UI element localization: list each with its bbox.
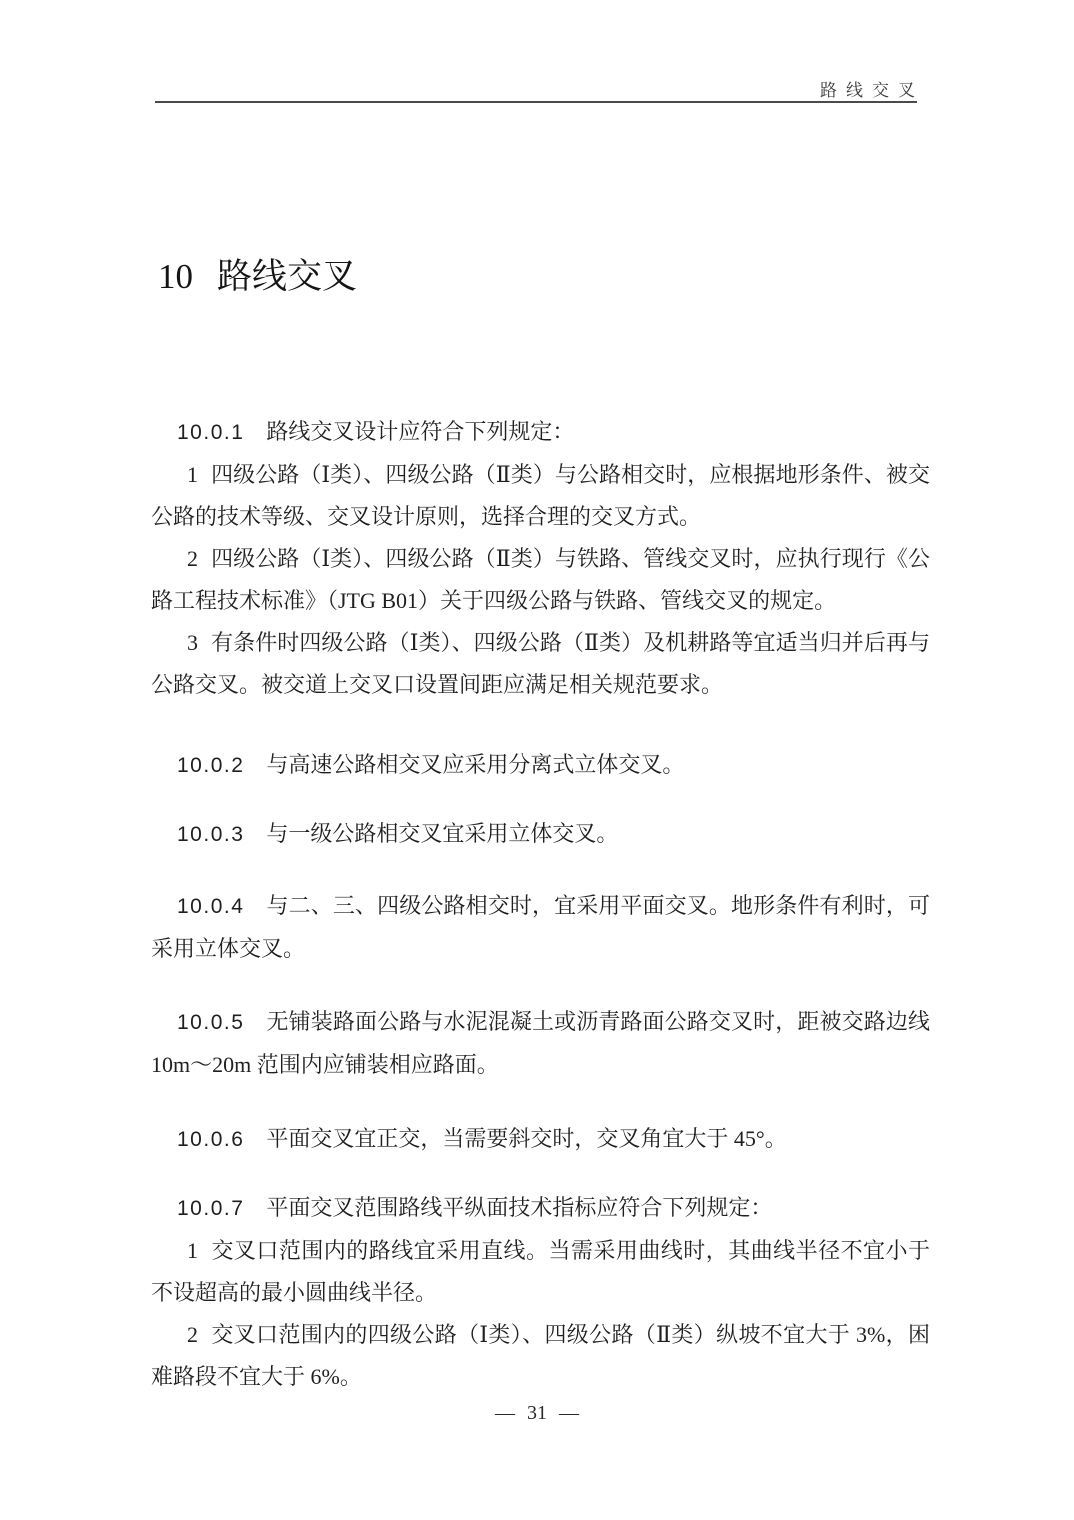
- clause-10-0-7-item-1: [151, 1230, 930, 1314]
- clause-10-0-3: [151, 813, 930, 856]
- item-text: 交叉口范围内的路线宜采用直线。当需采用曲线时，其曲线半径不宜小于不设超高的最小圆曲线半径。: [151, 1238, 930, 1305]
- chapter-name: 路线交叉: [217, 257, 358, 296]
- item-text: 四级公路（Ⅰ类）、四级公路（Ⅱ类）与铁路、管线交叉时，应执行现行《公路工程技术标准》（JTG B01）关于四级公路与铁路、管线交叉的规定。: [151, 546, 930, 613]
- clause-10-0-7-item-2: [151, 1314, 930, 1398]
- item-number: 2: [187, 546, 198, 571]
- clause-number: 10.0.5: [177, 1011, 245, 1034]
- clause-10-0-6: [151, 1118, 930, 1161]
- item-number: 2: [187, 1322, 198, 1347]
- clause-text: 平面交叉范围路线平纵面技术指标应符合下列规定：: [266, 1195, 773, 1220]
- page-footer: [0, 1402, 1074, 1425]
- clause-10-0-1-item-3: [151, 622, 930, 706]
- clause-10-0-5: [151, 1001, 930, 1086]
- clause-10-0-7: [151, 1187, 930, 1230]
- body-text: [151, 411, 930, 1398]
- item-text: 交叉口范围内的四级公路（Ⅰ类）、四级公路（Ⅱ类）纵坡不宜大于 3%，困难路段不宜大于 6%。: [151, 1322, 930, 1389]
- clause-number: 10.0.4: [177, 895, 245, 918]
- clause-number: 10.0.2: [177, 754, 245, 777]
- clause-10-0-4: [151, 885, 930, 970]
- clause-text: 与一级公路相交叉宜采用立体交叉。: [266, 821, 619, 846]
- clause-number: 10.0.1: [177, 421, 245, 444]
- clause-number: 10.0.7: [177, 1197, 245, 1220]
- clause-10-0-1-item-1: [151, 454, 930, 538]
- page-number: — 31 —: [495, 1402, 579, 1424]
- clause-number: 10.0.3: [177, 823, 245, 846]
- running-header-title: 路线交叉: [820, 81, 924, 100]
- item-text: 有条件时四级公路（Ⅰ类）、四级公路（Ⅱ类）及机耕路等宜适当归并后再与公路交叉。被交道上交叉口设置间距应满足相关规范要求。: [151, 630, 930, 697]
- item-number: 3: [187, 630, 198, 655]
- clause-text: 无铺装路面公路与水泥混凝土或沥青路面公路交叉时，距被交路边线 10m～20m 范围内应铺装相应路面。: [151, 1009, 930, 1077]
- clause-text: 路线交叉设计应符合下列规定：: [266, 419, 575, 444]
- item-number: 1: [187, 1238, 198, 1263]
- header-rule: [155, 101, 917, 103]
- clause-10-0-1-item-2: [151, 538, 930, 622]
- clause-10-0-2: [151, 744, 930, 787]
- clause-text: 平面交叉宜正交，当需要斜交时，交叉角宜大于 45°。: [266, 1126, 787, 1151]
- item-text: 四级公路（Ⅰ类）、四级公路（Ⅱ类）与公路相交时，应根据地形条件、被交公路的技术等级、交叉设计原则，选择合理的交叉方式。: [151, 462, 930, 529]
- clause-text: 与高速公路相交叉应采用分离式立体交叉。: [266, 752, 685, 777]
- chapter-title: [158, 254, 357, 300]
- clause-text: 与二、三、四级公路相交时，宜采用平面交叉。地形条件有利时，可采用立体交叉。: [151, 893, 930, 961]
- clause-10-0-1: [151, 411, 930, 454]
- clause-number: 10.0.6: [177, 1128, 245, 1151]
- chapter-number: 10: [158, 257, 193, 296]
- item-number: 1: [187, 462, 198, 487]
